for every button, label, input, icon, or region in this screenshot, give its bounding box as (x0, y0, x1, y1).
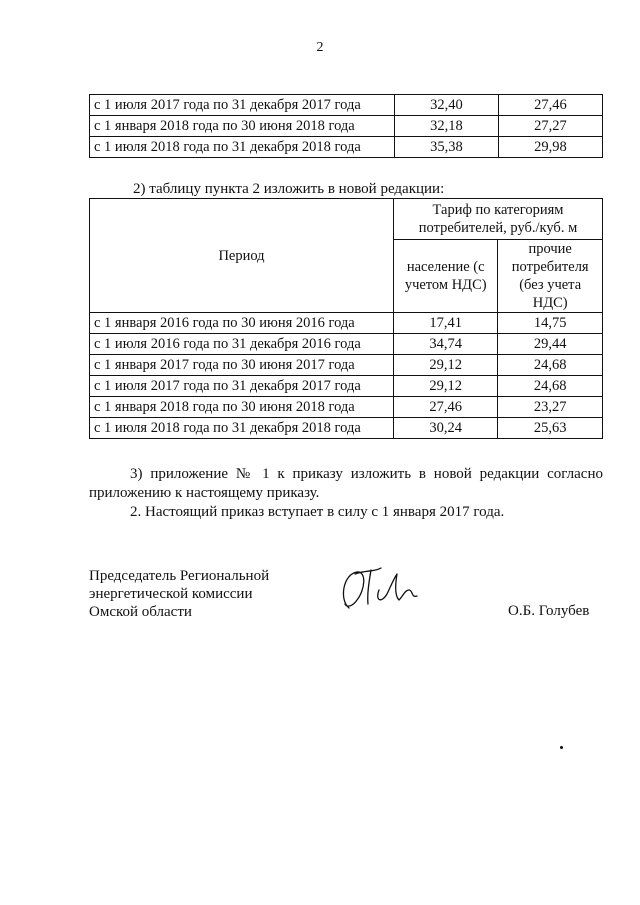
value-cell: 29,12 (394, 355, 498, 376)
value-cell: 29,12 (394, 376, 498, 397)
table-row (90, 397, 603, 418)
value-cell: 25,63 (498, 418, 603, 439)
table-row (90, 95, 603, 116)
period-cell: с 1 января 2017 года по 30 июня 2017 года (90, 355, 394, 376)
header-period: Период (90, 199, 394, 313)
item-4-text: 2. Настоящий приказ вступает в силу с 1 января 2017 года. (130, 504, 505, 520)
period-cell: с 1 июля 2017 года по 31 декабря 2017 года (90, 95, 395, 116)
signatory-line: Председатель Региональной (89, 568, 270, 584)
table-row (90, 418, 603, 439)
table-row (90, 376, 603, 397)
signatory-line: Омской области (89, 604, 192, 620)
period-cell: с 1 января 2018 года по 30 июня 2018 года (90, 116, 395, 137)
signatory-name: О.Б. Голубев (508, 603, 590, 619)
value-cell: 27,46 (394, 397, 498, 418)
item-3-text: 3) приложение № 1 к приказу изложить в новой редакции согласно приложению к настоящему приказу. (89, 466, 603, 501)
value-cell: 30,24 (394, 418, 498, 439)
value-cell: 27,27 (498, 116, 602, 137)
table-row (90, 116, 603, 137)
tariff-table (89, 198, 603, 439)
period-cell: с 1 июля 2017 года по 31 декабря 2017 года (90, 376, 394, 397)
period-cell: с 1 января 2018 года по 30 июня 2018 года (90, 397, 394, 418)
period-cell: с 1 января 2016 года по 30 июня 2016 года (90, 313, 394, 334)
value-cell: 29,44 (498, 334, 603, 355)
table-row (90, 313, 603, 334)
header-tariff: Тариф по категориям потребителей, руб./куб. м (394, 199, 603, 240)
value-cell: 17,41 (394, 313, 498, 334)
header-population: население (с учетом НДС) (394, 240, 498, 313)
value-cell: 29,98 (498, 137, 602, 158)
signatory-title (89, 567, 269, 621)
table-row (90, 355, 603, 376)
value-cell: 32,18 (395, 116, 499, 137)
value-cell: 14,75 (498, 313, 603, 334)
period-cell: с 1 июля 2016 года по 31 декабря 2016 года (90, 334, 394, 355)
header-other-consumers: прочие потребителя (без учета НДС) (498, 240, 603, 313)
period-cell: с 1 июля 2018 года по 31 декабря 2018 года (90, 418, 394, 439)
page-number: 2 (316, 40, 324, 55)
period-cell: с 1 июля 2018 года по 31 декабря 2018 года (90, 137, 395, 158)
value-cell: 32,40 (395, 95, 499, 116)
item-2-text: 2) таблицу пункта 2 изложить в новой редакции: (133, 181, 445, 197)
value-cell: 34,74 (394, 334, 498, 355)
value-cell: 24,68 (498, 355, 603, 376)
value-cell: 23,27 (498, 397, 603, 418)
value-cell: 24,68 (498, 376, 603, 397)
signatory-line: энергетической комиссии (89, 586, 253, 602)
table-row (90, 334, 603, 355)
table-row (90, 137, 603, 158)
tariff-table-continued (89, 94, 603, 158)
value-cell: 35,38 (395, 137, 499, 158)
scan-dot (560, 746, 563, 749)
handwritten-signature (335, 560, 435, 620)
value-cell: 27,46 (498, 95, 602, 116)
